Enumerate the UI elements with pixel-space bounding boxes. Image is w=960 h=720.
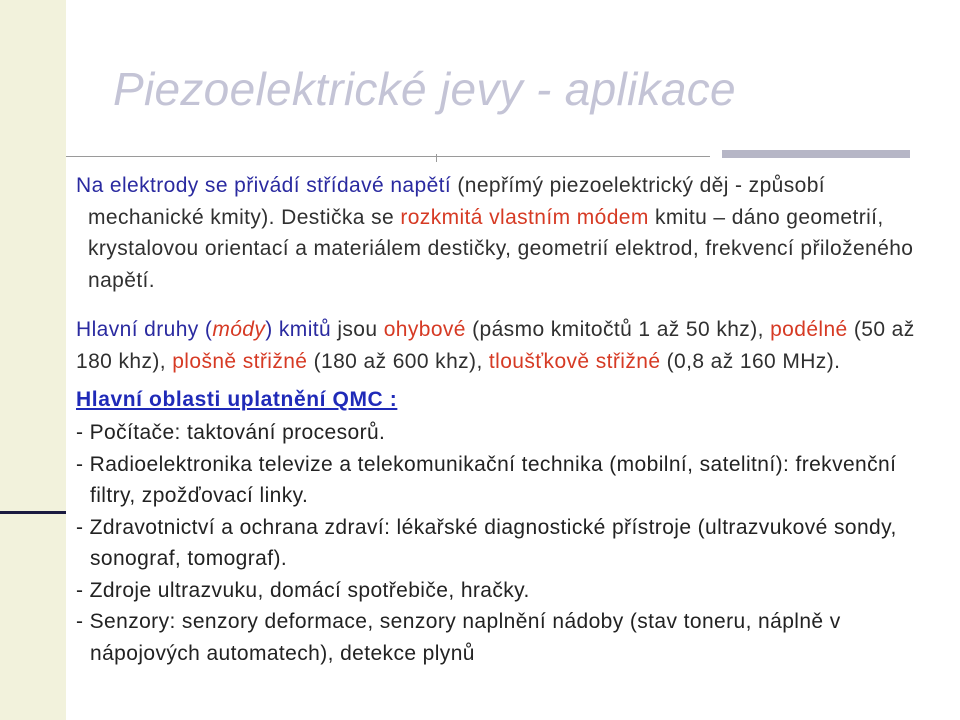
intro-paragraph — [76, 170, 936, 296]
title-accent-bar — [722, 150, 910, 158]
intro-text-1: (nepřímý piezoelektrický děj - způsobí mechanické kmity). Destička se — [88, 174, 826, 229]
modes-paragraph — [76, 314, 936, 377]
modes-text-2: (pásmo kmitočtů 1 až 50 khz), — [465, 318, 771, 341]
modes-text-4: (180 až 600 khz), — [307, 349, 489, 373]
list-item: - Zdravotnictví a ochrana zdraví: lékařské diagnostické přístroje (ultrazvukové sondy, sonograf, tomograf). — [76, 515, 897, 570]
mode-longitudinal: podélné — [770, 318, 848, 341]
slide-body — [76, 170, 936, 669]
modes-text-3: (50 až 180 khz), — [76, 318, 915, 373]
slide-title: Piezoelektrické jevy - aplikace — [113, 63, 736, 115]
applications-list — [76, 417, 936, 669]
list-item: - Počítače: taktování procesorů. — [76, 421, 386, 444]
modes-text-1: jsou — [331, 318, 384, 341]
intro-text-2: kmitu – dáno geometrií, krystalovou orientací a materiálem destičky, geometrií elektrod, frekvencí přiloženého napětí. — [88, 205, 914, 292]
mode-thickness-shear: tloušťkově střižné — [488, 349, 661, 373]
mode-face-shear: plošně střižné — [172, 349, 308, 373]
modes-text-5: (0,8 až 160 MHz). — [660, 349, 841, 373]
mode-bending: ohybové — [383, 318, 466, 341]
intro-highlight-mode: rozkmitá vlastním módem — [400, 205, 649, 229]
applications-heading: Hlavní oblasti uplatnění QMC : — [76, 388, 398, 411]
title-underline — [66, 156, 710, 157]
modes-label-italic: módy — [212, 318, 266, 341]
title-underline-tick — [436, 154, 437, 162]
sidebar-divider — [0, 511, 66, 514]
sidebar-band — [0, 0, 66, 720]
modes-label-1: Hlavní druhy ( — [76, 318, 213, 341]
modes-label-2: ) kmitů — [265, 318, 332, 341]
intro-highlight-voltage: Na elektrody se přivádí střídavé napětí — [76, 174, 452, 197]
list-item: - Radioelektronika televize a telekomunikační technika (mobilní, satelitní): frekvenční filtry, zpožďovací linky. — [76, 452, 897, 507]
list-item: - Senzory: senzory deformace, senzory naplnění nádoby (stav toneru, náplně v nápojových automatech), detekce plynů — [76, 610, 841, 665]
list-item: - Zdroje ultrazvuku, domácí spotřebiče, hračky. — [76, 578, 530, 602]
